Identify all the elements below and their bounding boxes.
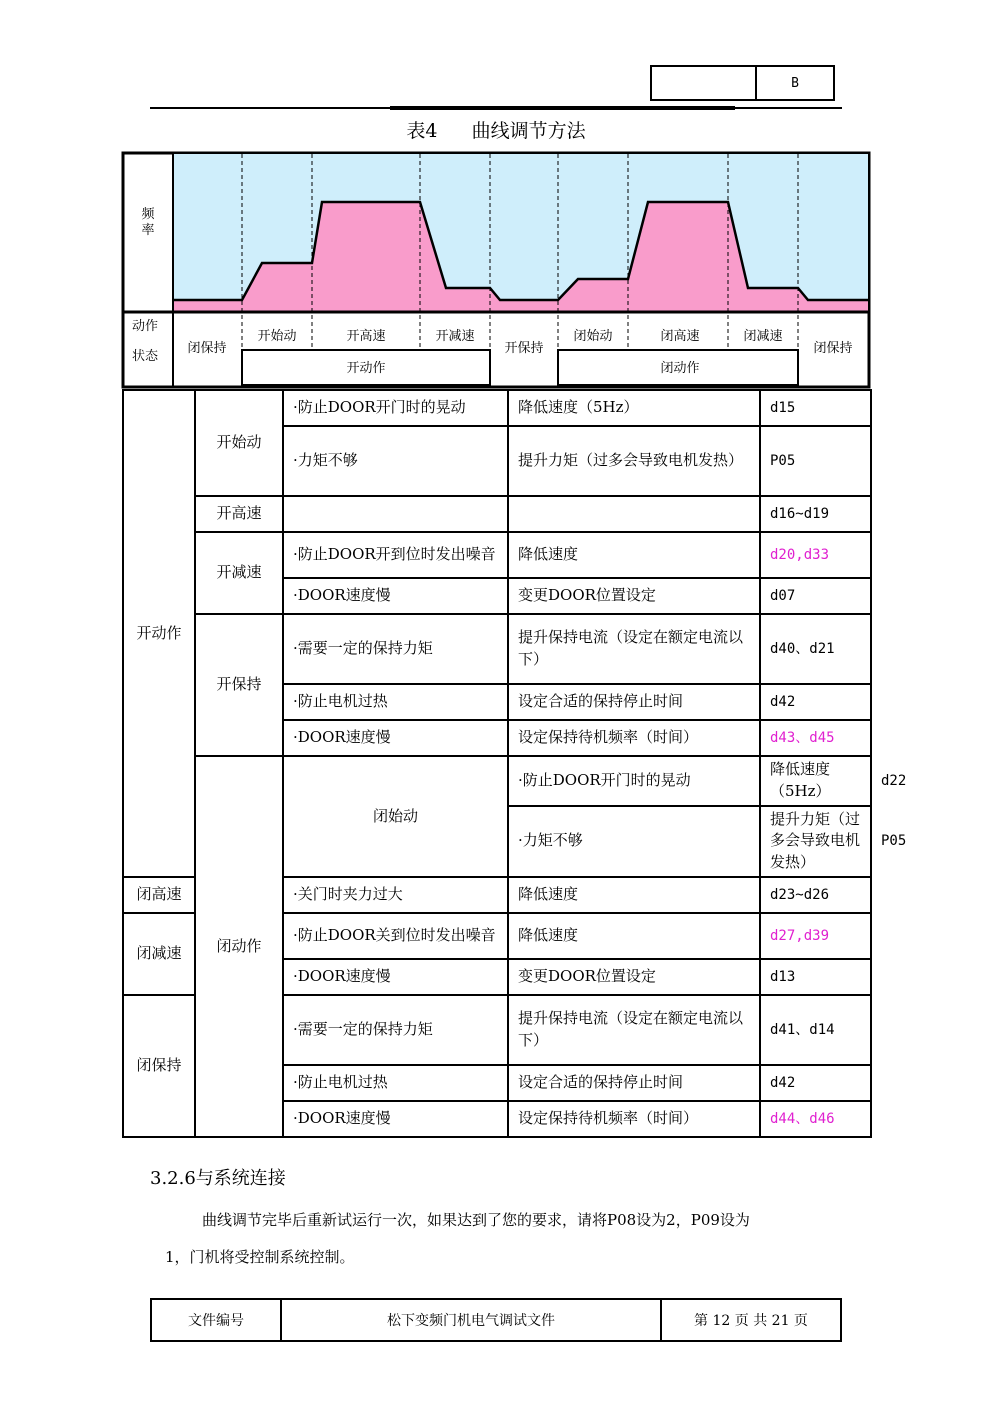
table-row: ·力矩不够 提升力矩（过多会导致电机发热） P05 (123, 806, 871, 877)
param-cell-highlight: d44、d46 (760, 1101, 871, 1137)
table-title (0, 116, 992, 143)
section-cell-open-start: 开始动 (195, 390, 283, 496)
table-row (123, 532, 871, 578)
phase-label-open-start: 开始动 (257, 329, 297, 344)
phase-label-closed-hold-1: 闭保持 (187, 341, 227, 356)
issue-cell: ·防止电机过热 (283, 1065, 508, 1101)
issue-cell: ·防止电机过热 (283, 684, 508, 720)
table-row (123, 390, 871, 426)
section-cell-open-hold: 开保持 (195, 614, 283, 756)
header-rule-thick (390, 106, 735, 110)
state-label-1: 动作 (131, 319, 159, 334)
issue-cell: ·DOOR速度慢 (283, 959, 508, 995)
fix-cell: 设定合适的保持停止时间 (508, 684, 760, 720)
section-cell-open-decel: 开减速 (195, 532, 283, 614)
table-row (123, 496, 871, 532)
fix-cell: 变更DOOR位置设定 (508, 578, 760, 614)
parameter-table (122, 389, 907, 1138)
phase-label-open-decel: 开减速 (435, 329, 475, 344)
issue-cell: ·防止DOOR关到位时发出噪音 (283, 913, 508, 959)
y-axis-label-1: 频 (141, 207, 155, 222)
section-cell-close-start: 闭始动 (283, 756, 508, 877)
issue-cell: ·DOOR速度慢 (283, 720, 508, 756)
issue-cell: ·需要一定的保持力矩 (283, 614, 508, 684)
state-label-2: 状态 (131, 349, 159, 364)
issue-cell: ·需要一定的保持力矩 (283, 995, 508, 1065)
revision-text: B (791, 75, 799, 91)
fix-cell: 提升保持电流（设定在额定电流以下） (508, 995, 760, 1065)
fix-cell (508, 496, 760, 532)
section-cell-open-high: 开高速 (195, 496, 283, 532)
page-footer (150, 1298, 842, 1342)
issue-cell: ·防止DOOR开门时的晃动 (508, 756, 760, 806)
param-cell-highlight: d43、d45 (760, 720, 871, 756)
frequency-curve-diagram (120, 150, 872, 390)
issue-cell: ·DOOR速度慢 (283, 578, 508, 614)
fix-cell: 设定保持待机频率（时间） (508, 1101, 760, 1137)
issue-cell: ·关门时夹力过大 (283, 877, 508, 913)
param-cell: d40、d21 (760, 614, 871, 684)
param-cell: d42 (760, 684, 871, 720)
issue-cell (283, 496, 508, 532)
param-cell: d07 (760, 578, 871, 614)
issue-cell: ·力矩不够 (283, 426, 508, 496)
table-number: 表4 (406, 120, 438, 142)
phase-label-open-high: 开高速 (346, 329, 386, 344)
issue-cell: ·DOOR速度慢 (283, 1101, 508, 1137)
issue-cell: ·力矩不够 (508, 806, 760, 877)
fix-cell: 提升力矩（过多会导致电机发热） (508, 426, 760, 496)
phase-label-closed-hold-2: 闭保持 (813, 341, 853, 356)
phase-label-close-start: 闭始动 (573, 329, 613, 344)
open-action-group-label: 开动作 (346, 361, 386, 376)
fix-cell: 提升保持电流（设定在额定电流以下） (508, 614, 760, 684)
group-cell-open: 开动作 (123, 390, 195, 877)
param-cell: d16~d19 (760, 496, 871, 532)
fix-cell: 设定保持待机频率（时间） (508, 720, 760, 756)
issue-cell: ·防止DOOR开门时的晃动 (283, 390, 508, 426)
table-row (123, 614, 871, 684)
table-row: 闭动作 闭始动 ·防止DOOR开门时的晃动 降低速度（5Hz） d22 (123, 756, 871, 806)
revision-box (755, 65, 835, 101)
param-cell: d23~d26 (760, 877, 871, 913)
phase-label-open-hold: 开保持 (504, 341, 544, 356)
table-title-text: 曲线调节方法 (471, 120, 586, 142)
footer-doc-number-label: 文件编号 (152, 1300, 282, 1340)
fix-cell: 变更DOOR位置设定 (508, 959, 760, 995)
section-cell-close-hold: 闭保持 (123, 995, 195, 1137)
footer-doc-title: 松下变频门机电气调试文件 (282, 1300, 662, 1340)
param-cell: P05 (760, 426, 871, 496)
fix-cell: 提升力矩（过多会导致电机发热） (760, 806, 871, 877)
param-cell-highlight: d20,d33 (760, 532, 871, 578)
paragraph-line-1: 曲线调节完毕后重新试运行一次，如果达到了您的要求，请将P08设为2，P09设为 (202, 1211, 750, 1229)
y-axis-label-2: 率 (141, 223, 155, 238)
phase-label-close-decel: 闭减速 (743, 329, 783, 344)
param-cell: d13 (760, 959, 871, 995)
phase-label-close-high: 闭高速 (660, 329, 700, 344)
fix-cell: 降低速度 (508, 877, 760, 913)
param-cell-highlight: d27,d39 (760, 913, 871, 959)
param-cell: d42 (760, 1065, 871, 1101)
fix-cell: 降低速度（5Hz） (760, 756, 871, 806)
param-cell: d41、d14 (760, 995, 871, 1065)
fix-cell: 降低速度（5Hz） (508, 390, 760, 426)
fix-cell: 降低速度 (508, 532, 760, 578)
param-cell: d15 (760, 390, 871, 426)
fix-cell: 降低速度 (508, 913, 760, 959)
footer-page-info: 第 12 页 共 21 页 (694, 1313, 808, 1329)
section-cell-close-high: 闭高速 (123, 877, 195, 913)
fix-cell: 设定合适的保持停止时间 (508, 1065, 760, 1101)
section-cell-close-decel: 闭减速 (123, 913, 195, 995)
section-heading: 3.2.6与系统连接 (150, 1168, 286, 1189)
group-cell-close: 闭动作 (195, 756, 283, 1137)
close-action-group-label: 闭动作 (660, 361, 700, 376)
paragraph-line-2: 1，门机将受控制系统控制。 (165, 1248, 355, 1266)
issue-cell: ·防止DOOR开到位时发出噪音 (283, 532, 508, 578)
header-box-left (650, 65, 757, 101)
